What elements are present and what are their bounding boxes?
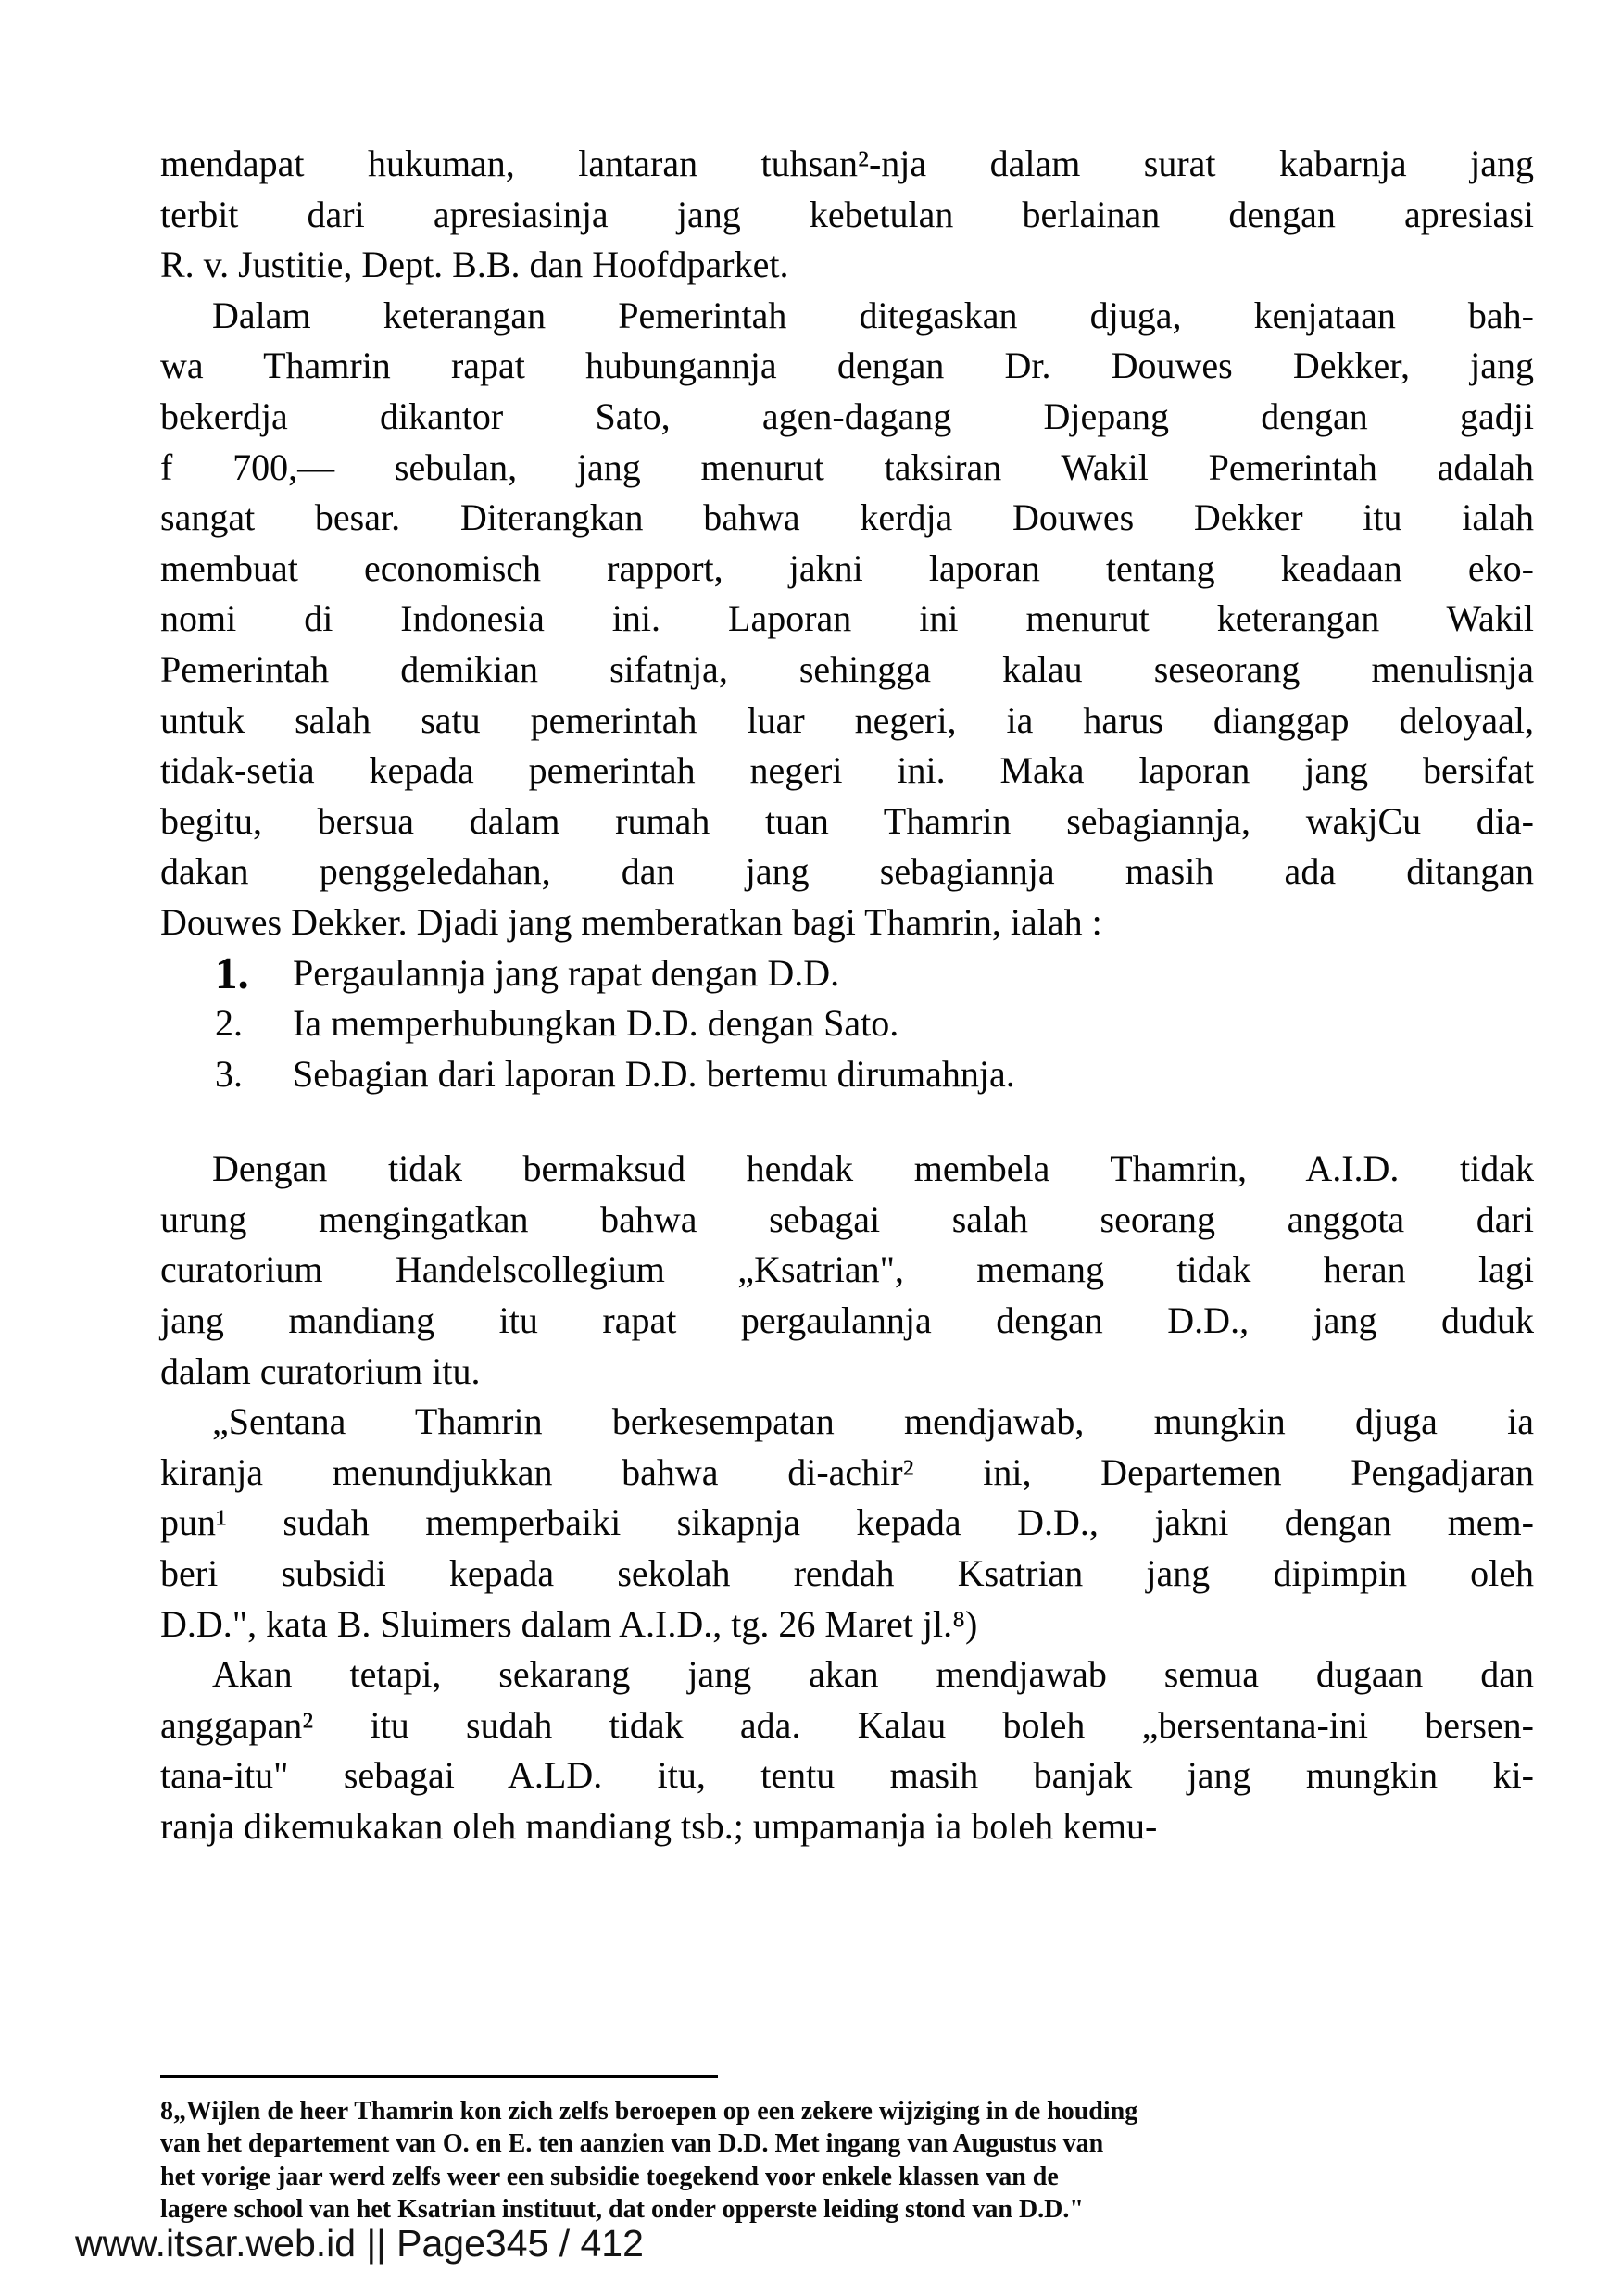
list-item xyxy=(160,1049,1534,1100)
text-line: untuk salah satu pemerintah luar negeri, ia harus dianggap deloyaal, xyxy=(160,698,1534,741)
paragraph-spacer xyxy=(160,1099,1534,1144)
text-line: urung mengingatkan bahwa sebagai salah seorang anggota dari xyxy=(160,1198,1534,1240)
footnote-line: lagere school van het Ksatrian instituut, dat onder opperste leiding stond van D.D." xyxy=(160,2195,1084,2225)
text-line: nomi di Indonesia ini. Laporan ini menurut keterangan Wakil xyxy=(160,597,1534,640)
footnote-block xyxy=(160,2095,1392,2227)
text-line: Dalam keterangan Pemerintah ditegaskan djuga, kenjataan bah- xyxy=(212,294,1534,336)
text-line: wa Thamrin rapat hubungannja dengan Dr. Douwes Dekker, jang xyxy=(160,345,1534,387)
list-item-text: Pergaulannja jang rapat dengan D.D. xyxy=(293,951,840,994)
text-line: pun¹ sudah memperbaiki sikapnja kepada D.D., jakni dengan mem- xyxy=(160,1501,1534,1544)
text-line: anggapan² itu sudah tidak ada. Kalau boleh „bersentana-ini bersen- xyxy=(160,1703,1534,1746)
text-line: dakan penggeledahan, dan jang sebagiannja masih ada ditangan xyxy=(160,850,1534,893)
text-line: begitu, bersua dalam rumah tuan Thamrin sebagiannja, wakjCu dia- xyxy=(160,799,1534,842)
text-line: terbit dari apresiasinja jang kebetulan berlainan dengan apresiasi xyxy=(160,193,1534,235)
footnote-line: 8„Wijlen de heer Thamrin kon zich zelfs beroepen op een zekere wijziging in de houding xyxy=(160,2097,1138,2126)
text-line: membuat economisch rapport, jakni laporan tentang keadaan eko- xyxy=(160,546,1534,589)
text-line: tidak-setia kepada pemerintah negeri ini. Maka laporan jang bersifat xyxy=(160,749,1534,792)
text-line: Dengan tidak bermaksud hendak membela Thamrin, A.I.D. tidak xyxy=(212,1148,1534,1190)
footnote-separator xyxy=(160,2075,718,2078)
list-item-number: 2. xyxy=(215,1002,243,1045)
text-line: D.D.", kata B. Sluimers dalam A.I.D., tg. 26 Maret jl.⁸) xyxy=(160,1602,978,1645)
text-line: tana-itu" sebagai A.LD. itu, tentu masih banjak jang mungkin ki- xyxy=(160,1754,1534,1797)
footnote-line: het vorige jaar werd zelfs weer een subsidie toegekend voor enkele klassen van de xyxy=(160,2162,1059,2191)
list-item-number: 1. xyxy=(215,947,249,998)
text-line: Pemerintah demikian sifatnja, sehingga kalau seseorang menulisnja xyxy=(160,647,1534,690)
text-line: sangat besar. Diterangkan bahwa kerdja Douwes Dekker itu ialah xyxy=(160,496,1534,539)
list-item xyxy=(160,998,1534,1049)
list-item-number: 3. xyxy=(215,1052,243,1095)
text-line: beri subsidi kepada sekolah rendah Ksatrian jang dipimpin oleh xyxy=(160,1552,1534,1595)
text-line: bekerdja dikantor Sato, agen-dagang Djepang dengan gadji xyxy=(160,395,1534,437)
text-line: dalam curatorium itu. xyxy=(160,1349,481,1392)
text-line: Douwes Dekker. Djadi jang memberatkan bagi Thamrin, ialah : xyxy=(160,900,1102,943)
text-line: f 700,— sebulan, jang menurut taksiran Wakil Pemerintah adalah xyxy=(160,445,1534,488)
list-item xyxy=(160,948,1534,999)
text-line: kiranja menundjukkan bahwa di-achir² ini, Departemen Pengadjaran xyxy=(160,1450,1534,1493)
watermark: www.itsar.web.id || Page345 / 412 xyxy=(75,2222,644,2265)
list-item-text: Ia memperhubungkan D.D. dengan Sato. xyxy=(293,1002,899,1045)
body-text-block xyxy=(160,139,1534,1852)
footnote-line: van het departement van O. en E. ten aanzien van D.D. Met ingang van Augustus van xyxy=(160,2129,1104,2159)
text-line: jang mandiang itu rapat pergaulannja dengan D.D., jang duduk xyxy=(160,1299,1534,1342)
text-line: mendapat hukuman, lantaran tuhsan²-nja dalam surat kabarnja jang xyxy=(160,143,1534,184)
text-line: R. v. Justitie, Dept. B.B. dan Hoofdparket. xyxy=(160,244,789,286)
list-item-text: Sebagian dari laporan D.D. bertemu dirumahnja. xyxy=(293,1052,1015,1095)
text-line: Akan tetapi, sekarang jang akan mendjawab semua dugaan dan xyxy=(212,1653,1534,1696)
text-line: ranja dikemukakan oleh mandiang tsb.; umpamanja ia boleh kemu- xyxy=(160,1805,1158,1847)
text-line: „Sentana Thamrin berkesempatan mendjawab, mungkin djuga ia xyxy=(212,1400,1534,1443)
text-line: curatorium Handelscollegium „Ksatrian", memang tidak heran lagi xyxy=(160,1248,1534,1291)
